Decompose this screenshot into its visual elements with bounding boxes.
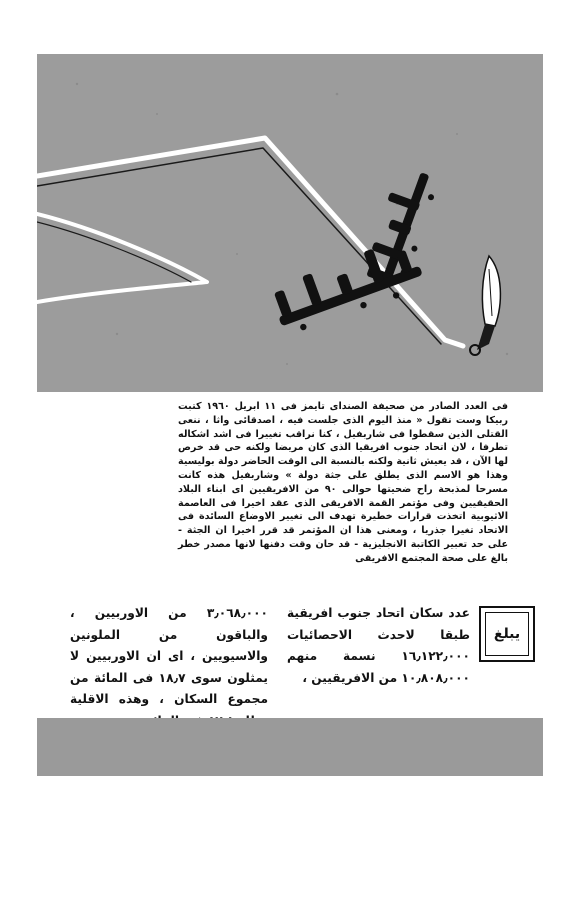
article-body [178,400,508,566]
badge-label: يبلغ [485,612,529,656]
bottom-photo-band [37,718,543,776]
illustration-photo [37,54,543,392]
compass-and-calligraphy-art [37,54,543,392]
stat-column-right [287,603,470,689]
article-paragraph: فى العدد الصادر من صحيفة الصنداى تايمز فى ١١ ابريل ١٩٦٠ كتبت ربيكا وست تقول « منذ اليوم الذى جلست فيه ، اصدقائى واثا ، ننعى القتلى الذين سقطوا فى شاربفيل ، كنا نراقب تغييرا فى اشد اشكاله تطرفا ، لان اتحاد جنوب افريقيا الذى كان مريضا ولكنه حى قد خرص لها الآن ، قد يعيش ثانية ولكنه بالنسبة الى الوقت الحاضر دولة بوليسية وهذا هو الاسم الذى يطلق على جثة دولة » وشاربفيل هذه كانت مسرحا لمذبحة راح ضحيتها حوالى ٩٠ من الافريقيين اى ابناء البلاد الحقيقيين وفى مؤتمر القمة الافريقى الذى عقد اخيرا فى العاصمة الاثيوبية اتخذت قرارات خطيرة تهدف الى تغيير الاوضاع السائدة فى الاتحاد تغيرا جذريا ، ومعنى هذا ان المؤتمر قد قرر اخيرا ان الجثة - على حد تعبير الكاتبة الانجليزية - قد حان وقت دفنها لانها مصدر خطر بالغ على صحة المجتمع الافريقى [178,401,508,564]
stat-text-right: عدد سكان اتحاد جنوب افريقية طبقا لاحدث الاحصائيات ١٦٫١٢٢٫٠٠٠ نسمة منهم ١٠٫٨٠٨٫٠٠٠ من الافريقيين ، [287,606,470,685]
stat-column-left [70,603,268,732]
headline-calligraphy [267,165,442,339]
stat-badge [479,606,535,662]
stat-text-left: ٣٫٠٦٨٫٠٠٠ من الاوربيين ، والباقون من الملونين والاسيويين ، اى ان الاوربيين لا يمثلون سوى ١٨٫٧ فى المائة من مجموع السكان ، وهذه الاقلية [70,606,268,706]
